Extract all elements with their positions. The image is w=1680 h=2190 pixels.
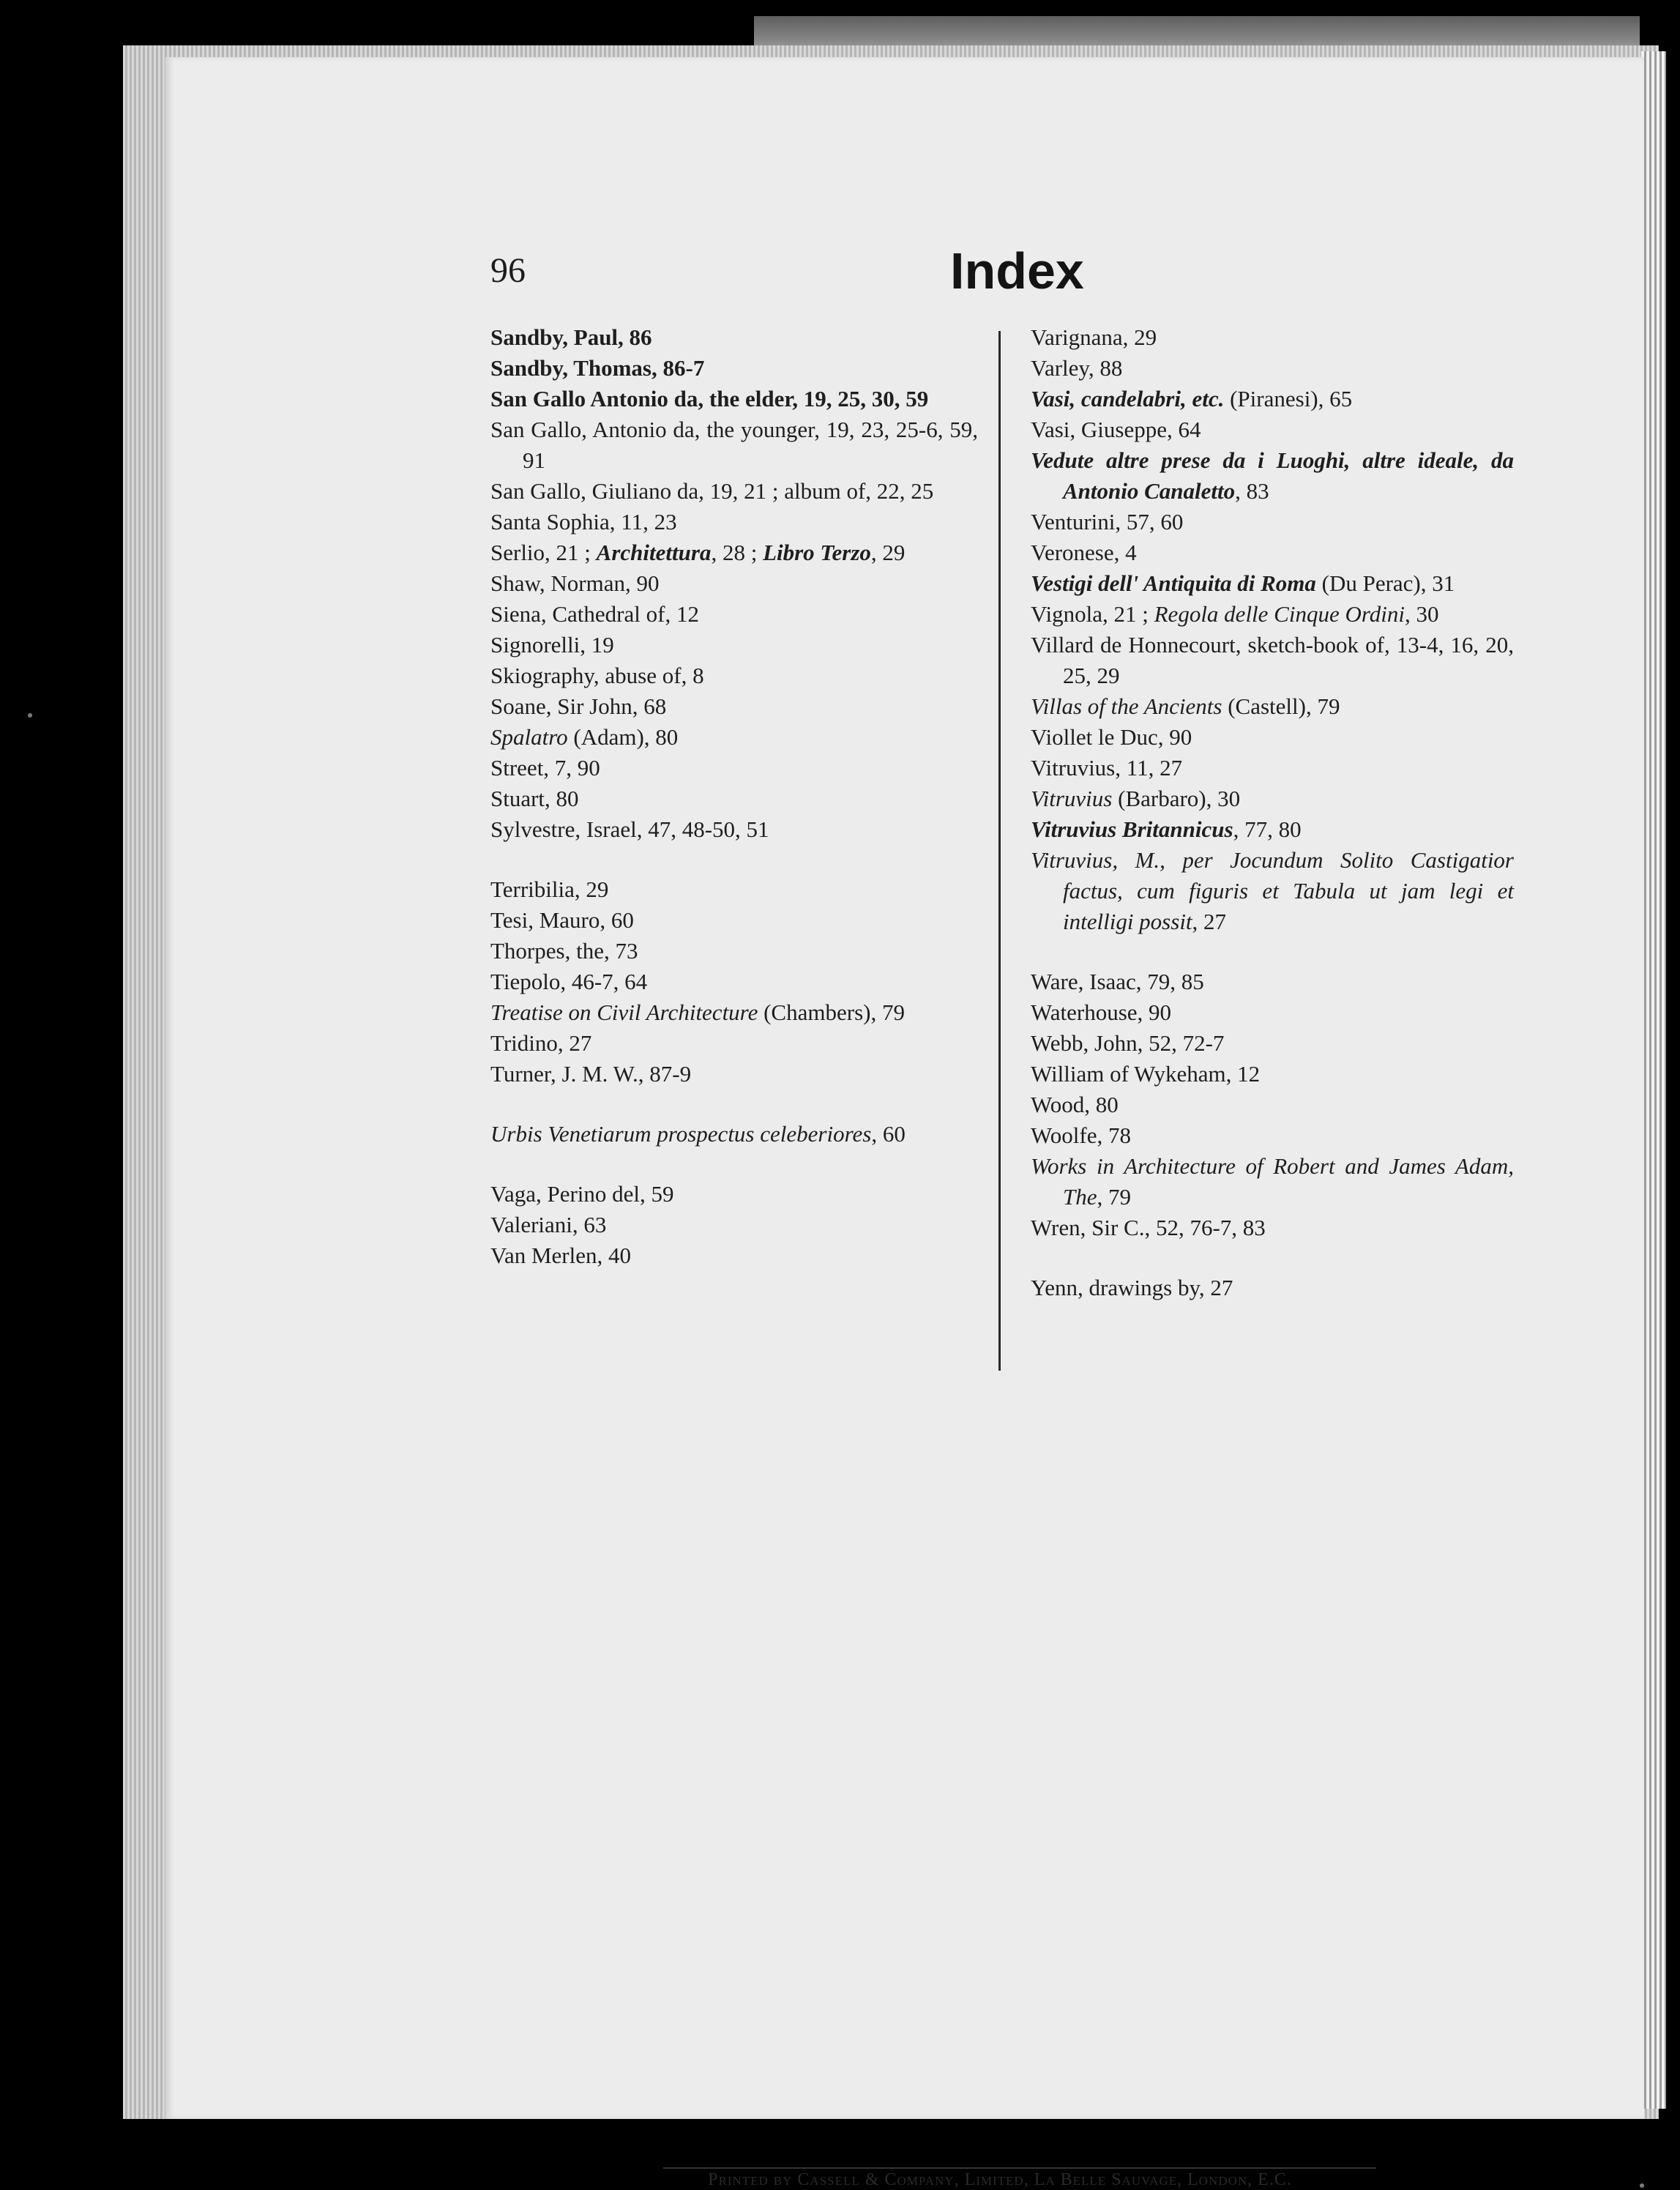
index-entry — [490, 507, 978, 537]
index-entry-text: Wren, Sir C., 52, 76-7, 83 — [1031, 1215, 1266, 1240]
index-entry-text: Wood, 80 — [1031, 1092, 1119, 1117]
index-entry-text: Thorpes, the, 73 — [490, 938, 638, 964]
index-entry-text: (Adam), 80 — [567, 724, 679, 750]
index-entry-text: Valeriani, 63 — [490, 1212, 607, 1237]
index-entry-text: Varignana, 29 — [1031, 324, 1157, 350]
index-entry-text: (Piranesi), 65 — [1224, 386, 1353, 411]
printer-imprint: Printed by Cassell & Company, Limited, La Belle Sauvage, London, E.C. — [708, 2170, 1292, 2189]
scan-speck — [1640, 2183, 1644, 2188]
index-entry — [1031, 1028, 1514, 1059]
page-title: Index — [950, 242, 1084, 299]
index-entry — [490, 630, 978, 660]
column-divider — [998, 331, 1001, 1371]
index-entry — [490, 905, 978, 936]
index-entry-text: , 27 — [1192, 909, 1227, 934]
index-entry — [490, 660, 978, 691]
index-entry — [1031, 722, 1514, 753]
index-entry-text: Street, 7, 90 — [490, 755, 600, 781]
index-entry-text: Tiepolo, 46-7, 64 — [490, 969, 648, 994]
index-entry — [490, 414, 978, 476]
index-entry-text: Works in Architecture of Robert and James Adam, The — [1031, 1153, 1514, 1210]
index-entry-text: , 29 — [870, 540, 906, 565]
index-entry-text: , 30 — [1405, 601, 1439, 627]
index-entry-text: Siena, Cathedral of, 12 — [490, 601, 699, 627]
index-entry-text: Vestigi dell' Antiquita di Roma — [1031, 570, 1316, 596]
index-entry-text: , 83 — [1235, 478, 1269, 504]
index-entry-text: Ware, Isaac, 79, 85 — [1031, 969, 1204, 994]
index-entry-text: Vitruvius Britannicus — [1031, 816, 1233, 842]
index-entry-text: Sandby, Thomas, 86-7 — [490, 355, 705, 381]
index-entry — [1031, 1090, 1514, 1120]
section-gap — [1031, 1243, 1514, 1273]
index-entry — [490, 814, 978, 845]
index-entry-text: Venturini, 57, 60 — [1031, 509, 1184, 535]
index-entry-text: Waterhouse, 90 — [1031, 999, 1172, 1025]
index-entry-text: Vasi, candelabri, etc. — [1031, 386, 1225, 411]
index-entry-text: Treatise on Civil Architecture — [490, 999, 758, 1025]
index-entry — [1031, 783, 1514, 814]
index-entry-text: Yenn, drawings by, 27 — [1031, 1275, 1233, 1300]
index-entry — [490, 722, 978, 753]
index-entry-text: (Du Perac), 31 — [1315, 570, 1455, 596]
index-entry — [490, 874, 978, 905]
index-entry — [490, 1059, 978, 1090]
index-entry — [490, 322, 978, 353]
index-entry — [490, 476, 978, 507]
index-entry-text: , 77, 80 — [1233, 816, 1302, 842]
index-entry — [490, 997, 978, 1028]
index-entry — [1031, 845, 1514, 937]
index-entry — [490, 753, 978, 783]
index-entry-text: Tridino, 27 — [490, 1030, 592, 1056]
section-gap — [490, 1090, 978, 1119]
index-entry-text: Libro Terzo — [763, 540, 871, 565]
index-entry-text: Skiography, abuse of, 8 — [490, 663, 704, 688]
index-entry-text: , 28 ; — [711, 540, 764, 565]
index-entry-text: William of Wykeham, 12 — [1031, 1061, 1261, 1087]
section-gap — [1031, 937, 1514, 966]
index-entry — [1031, 599, 1514, 630]
index-entry — [1031, 1151, 1514, 1213]
index-entry — [1031, 1059, 1514, 1090]
index-entry — [490, 1210, 978, 1240]
index-entry — [1031, 322, 1514, 353]
index-entry-text: Villas of the Ancients — [1031, 693, 1222, 719]
index-entry — [490, 1179, 978, 1210]
index-entry — [1031, 1273, 1514, 1303]
index-entry-text: (Barbaro), 30 — [1112, 786, 1241, 811]
index-entry-text: San Gallo, Antonio da, the younger, 19, 23, 25-6, 59, 91 — [490, 417, 978, 473]
index-entry-text: Spalatro — [490, 724, 568, 750]
index-entry-text: Vasi, Giuseppe, 64 — [1031, 417, 1201, 442]
index-entry-text: , 60 — [871, 1121, 906, 1147]
index-entry-text: Shaw, Norman, 90 — [490, 570, 660, 596]
index-entry-text: Regola delle Cinque Ordini — [1154, 601, 1405, 627]
index-entry — [1031, 384, 1514, 414]
index-entry — [1031, 537, 1514, 568]
index-entry — [1031, 997, 1514, 1028]
index-entry-text: Soane, Sir John, 68 — [490, 693, 667, 719]
index-entry — [490, 537, 978, 568]
section-gap — [490, 1150, 978, 1179]
index-entry-text: Viollet le Duc, 90 — [1031, 724, 1192, 750]
index-entry — [490, 599, 978, 630]
index-entry — [1031, 753, 1514, 783]
index-entry-text: Vitruvius, M., per Jocundum Solito Castigatior factus, cum figuris et Tabula ut jam legi et intelligi possit — [1031, 847, 1514, 934]
index-entry-text: Tesi, Mauro, 60 — [490, 907, 634, 933]
index-entry — [490, 1028, 978, 1059]
index-entry-text: Vedute altre prese da i Luoghi, altre ideale, da Antonio Canaletto — [1031, 447, 1514, 504]
index-entry — [1031, 1213, 1514, 1243]
index-entry — [1031, 507, 1514, 537]
index-entry-text: Santa Sophia, 11, 23 — [490, 509, 677, 535]
book-right-edge — [1641, 51, 1666, 2109]
index-entry — [1031, 353, 1514, 384]
index-entry — [1031, 691, 1514, 722]
index-entry — [1031, 814, 1514, 845]
page-number: 96 — [490, 251, 526, 290]
index-entry-text: Serlio, 21 ; — [490, 540, 597, 565]
index-column-right — [1031, 322, 1514, 1303]
index-entry — [490, 384, 978, 414]
index-entry-text: Varley, 88 — [1031, 355, 1123, 381]
index-entry — [1031, 966, 1514, 997]
index-entry — [1031, 414, 1514, 445]
index-entry-text: San Gallo, Giuliano da, 19, 21 ; album of, 22, 25 — [490, 478, 934, 504]
index-entry — [1031, 568, 1514, 599]
index-entry-text: San Gallo Antonio da, the elder, 19, 25, 30, 59 — [490, 386, 929, 411]
index-entry — [490, 783, 978, 814]
index-entry — [490, 568, 978, 599]
index-entry-text: Vitruvius — [1031, 786, 1113, 811]
index-entry-text: Veronese, 4 — [1031, 540, 1137, 565]
index-entry-text: , 79 — [1097, 1184, 1131, 1210]
index-entry-text: Van Merlen, 40 — [490, 1243, 631, 1268]
index-entry-text: Vignola, 21 ; — [1031, 601, 1154, 627]
index-entry-text: Vitruvius, 11, 27 — [1031, 755, 1183, 781]
index-entry-text: Architettura — [596, 540, 712, 565]
index-entry-text: (Chambers), 79 — [758, 999, 905, 1025]
index-entry-text: (Castell), 79 — [1222, 693, 1340, 719]
index-column-left — [490, 322, 978, 1271]
index-entry — [1031, 1120, 1514, 1151]
index-entry — [490, 691, 978, 722]
index-entry-text: Sandby, Paul, 86 — [490, 324, 652, 350]
index-entry — [490, 1240, 978, 1271]
index-entry-text: Stuart, 80 — [490, 786, 579, 811]
index-entry — [490, 353, 978, 384]
index-entry-text: Sylvestre, Israel, 47, 48-50, 51 — [490, 816, 769, 842]
index-entry-text: Signorelli, 19 — [490, 632, 614, 658]
index-entry-text: Turner, J. M. W., 87-9 — [490, 1061, 692, 1087]
index-entry — [490, 966, 978, 997]
index-entry-text: Vaga, Perino del, 59 — [490, 1181, 674, 1207]
index-entry — [490, 936, 978, 966]
index-entry-text: Woolfe, 78 — [1031, 1122, 1131, 1148]
index-entry — [1031, 630, 1514, 691]
index-entry — [1031, 445, 1514, 507]
index-entry — [490, 1119, 978, 1150]
index-entry-text: Urbis Venetiarum prospectus celeberiores — [490, 1121, 872, 1147]
section-gap — [490, 845, 978, 874]
index-entry-text: Webb, John, 52, 72-7 — [1031, 1030, 1225, 1056]
footer-rule — [663, 2167, 1376, 2169]
index-entry-text: Terribilia, 29 — [490, 876, 609, 902]
index-entry-text: Villard de Honnecourt, sketch-book of, 13-4, 16, 20, 25, 29 — [1031, 632, 1514, 688]
scan-speck — [28, 713, 32, 718]
